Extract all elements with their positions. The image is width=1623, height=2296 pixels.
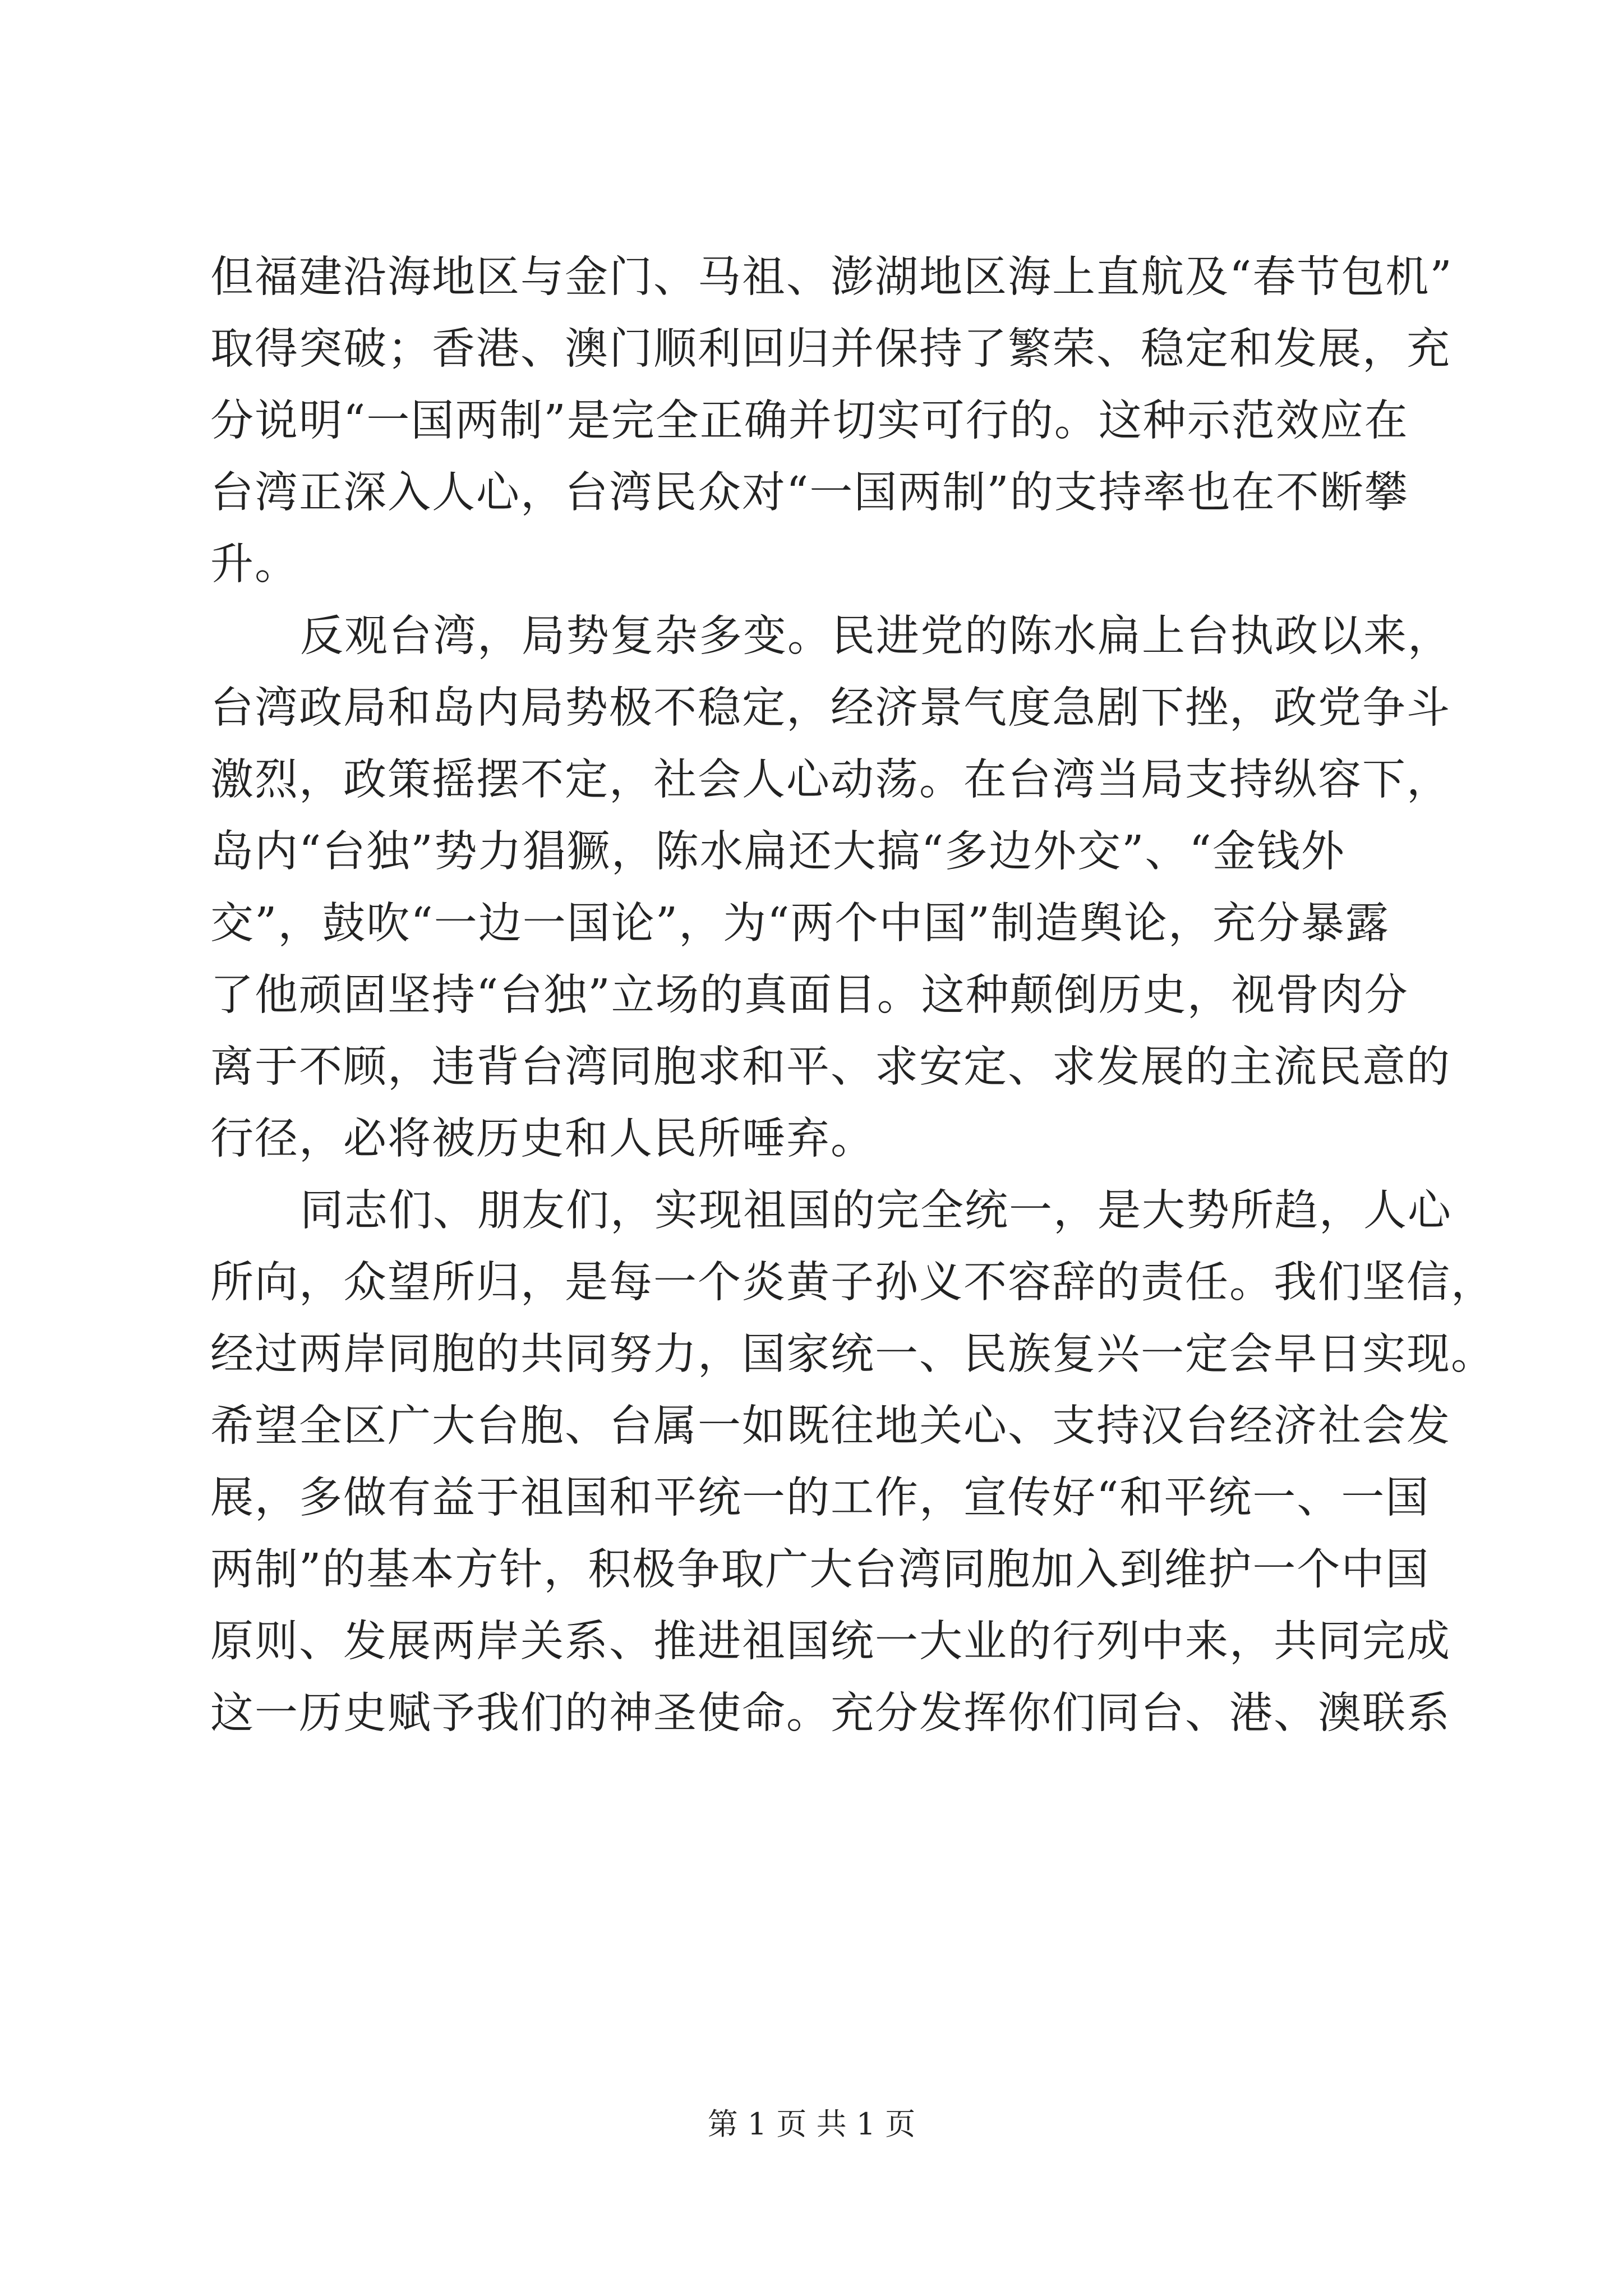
text-line-18: 展，多做有益于祖国和平统一的工作，宣传好“和平统一、一国 bbox=[210, 1473, 1430, 1523]
text-line-6: 反观台湾，局势复杂多变。民进党的陈水扁上台执政以来， bbox=[300, 611, 1452, 661]
text-line-2: 取得突破；香港、澳门顺利回归并保持了繁荣、稳定和发展，充 bbox=[210, 324, 1451, 374]
text-line-9: 岛内“台独”势力猖獗，陈水扁还大搞“多边外交”、“金钱外 bbox=[210, 827, 1345, 877]
text-line-5: 升。 bbox=[210, 540, 299, 590]
text-line-3: 分说明“一国两制”是完全正确并切实可行的。这种示范效应在 bbox=[210, 396, 1409, 446]
text-line-10: 交”，鼓吹“一边一国论”，为“两个中国”制造舆论，充分暴露 bbox=[210, 899, 1390, 949]
text-line-12: 离于不顾，违背台湾同胞求和平、求安定、求发展的主流民意的 bbox=[210, 1042, 1451, 1092]
text-line-16: 经过两岸同胞的共同努力，国家统一、民族复兴一定会早日实现。 bbox=[210, 1329, 1495, 1379]
text-line-1: 但福建沿海地区与金门、马祖、澎湖地区海上直航及“春节包机” bbox=[210, 252, 1453, 302]
text-line-8: 激烈，政策摇摆不定，社会人心动荡。在台湾当局支持纵容下， bbox=[210, 755, 1451, 805]
text-line-4: 台湾正深入人心，台湾民众对“一国两制”的支持率也在不断攀 bbox=[210, 468, 1409, 518]
text-line-11: 了他顽固坚持“台独”立场的真面目。这种颠倒历史，视骨肉分 bbox=[210, 970, 1409, 1020]
text-line-19: 两制”的基本方针，积极争取广大台湾同胞加入到维护一个中国 bbox=[210, 1545, 1430, 1595]
page-footer: 第 1 页 共 1 页 bbox=[707, 2106, 916, 2142]
text-line-21: 这一历史赋予我们的神圣使命。充分发挥你们同台、港、澳联系 bbox=[210, 1688, 1451, 1738]
text-line-14: 同志们、朋友们，实现祖国的完全统一，是大势所趋，人心 bbox=[300, 1186, 1452, 1236]
text-line-13: 行径，必将被历史和人民所唾弃。 bbox=[210, 1114, 875, 1164]
text-line-7: 台湾政局和岛内局势极不稳定，经济景气度急剧下挫，政党争斗 bbox=[210, 683, 1451, 733]
text-line-15: 所向，众望所归，是每一个炎黄子孙义不容辞的责任。我们坚信， bbox=[210, 1258, 1495, 1308]
text-line-17: 希望全区广大台胞、台属一如既往地关心、支持汉台经济社会发 bbox=[210, 1401, 1451, 1451]
text-line-20: 原则、发展两岸关系、推进祖国统一大业的行列中来，共同完成 bbox=[210, 1617, 1451, 1667]
